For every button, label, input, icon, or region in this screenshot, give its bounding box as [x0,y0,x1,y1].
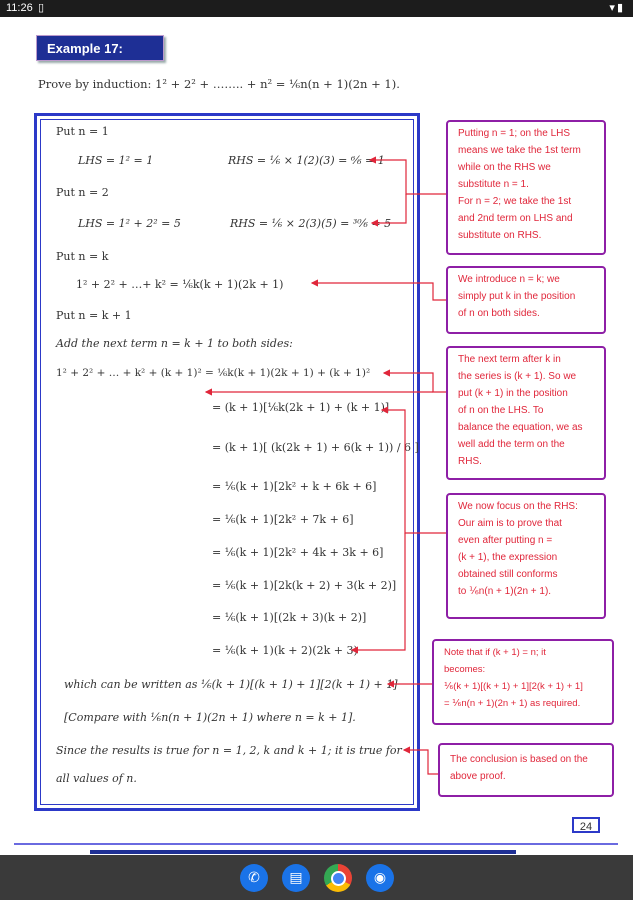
proof-compare: [Compare with ⅙n(n + 1)(2n + 1) where n = k + 1]. [64,711,356,724]
page-number: 24 [572,817,600,833]
proof-step7: = ⅙(k + 1)[2k(k + 2) + 3(k + 2)] [212,579,397,592]
note-line: = ⅙n(n + 1)(2n + 1) as required. [444,698,581,709]
note-line: balance the equation, we as [458,422,583,433]
proof-rhs2: RHS = ⅙ × 2(3)(5) = ³⁰⁄₆ = 5 [230,217,392,230]
proof-step9: = ⅙(k + 1)(k + 2)(2k + 3) [212,644,358,657]
note-line: put (k + 1) in the position [458,388,568,399]
proof-step5: = ⅙(k + 1)[2k² + 7k + 6] [212,513,354,526]
proof-put-nk1: Put n = k + 1 [56,309,132,322]
proof-step6: = ⅙(k + 1)[2k² + 4k + 3k + 6] [212,546,384,559]
note-line: The conclusion is based on the [450,754,588,765]
proof-put-nk: Put n = k [56,250,109,263]
note-line: Putting n = 1; on the LHS [458,128,571,139]
note-line: even after putting n = [458,535,553,546]
note-line: above proof. [450,771,506,782]
note-line: substitute on RHS. [458,230,542,241]
proof-rhs1: RHS = ⅙ × 1(2)(3) = ⁶⁄₆ = 1 [228,154,385,167]
note-line: of n on both sides. [458,308,540,319]
note-line: ⅙(k + 1)[(k + 1) + 1][2(k + 1) + 1] [444,681,583,692]
note-line: means we take the 1st term [458,145,581,156]
proof-lhs2: LHS = 1² + 2² = 5 [78,217,181,230]
phone-icon[interactable]: ✆ [240,864,268,892]
proof-step4: = ⅙(k + 1)[2k² + k + 6k + 6] [212,480,377,493]
note-substitute-n [432,639,614,725]
proof-lhs1: LHS = 1² = 1 [78,154,154,167]
footer-divider [14,843,618,845]
wifi-battery-icons: ▾▮ [609,2,625,14]
chrome-icon[interactable] [324,864,352,892]
note-line: substitute n = 1. [458,179,529,190]
messages-icon[interactable]: ▤ [282,864,310,892]
proof-sum-k: 1² + 2² + …+ k² = ⅙k(k + 1)(2k + 1) [76,278,284,291]
proof-add-next: Add the next term n = k + 1 to both sides: [56,337,293,350]
proof-step3: = (k + 1)[ (k(2k + 1) + 6(k + 1)) / 6 ] [212,441,419,454]
proof-step8: = ⅙(k + 1)[(2k + 3)(k + 2)] [212,611,367,624]
camera-icon[interactable]: ◉ [366,864,394,892]
note-line: of n on the LHS. To [458,405,544,416]
proof-put-n1: Put n = 1 [56,125,109,138]
note-next-term [446,346,606,480]
note-line: The next term after k in [458,354,561,365]
proof-conclusion-1: Since the results is true for n = 1, 2, k and k + 1; it is true for [56,744,402,757]
note-line: becomes: [444,664,486,675]
proof-conclusion-2: all values of n. [56,772,137,785]
status-time: 11:26 [6,2,33,14]
note-line: Our aim is to prove that [458,518,562,529]
proof-put-n2: Put n = 2 [56,186,109,199]
note-line: the series is (k + 1). So we [458,371,577,382]
note-line: to ⅙n(n + 1)(2n + 1). [458,586,552,597]
note-line: while on the RHS we [458,162,551,173]
note-focus-rhs [446,493,606,619]
note-line: simply put k in the position [458,291,576,302]
problem-statement: Prove by induction: 1² + 2² + …….. + n² = ⅙n(n + 1)(2n + 1). [38,77,400,91]
app-dock [0,855,633,900]
proof-written-as: which can be written as ⅙(k + 1)[(k + 1) + 1][2(k + 1) + 1] [64,678,398,691]
proof-step2: = (k + 1)[⅙k(2k + 1) + (k + 1)] [212,401,390,414]
note-base-cases [446,120,606,255]
note-line: We now focus on the RHS: [458,501,578,512]
example-title: Example 17: [36,35,164,61]
document-page[interactable] [0,17,633,855]
note-introduce-k [446,266,606,334]
note-line: For n = 2; we take the 1st [458,196,572,207]
note-line: Note that if (k + 1) = n; it [444,647,546,658]
sim-card-icon: ▯ [38,2,45,14]
note-line: We introduce n = k; we [458,274,560,285]
status-bar [0,0,633,17]
note-line: obtained still conforms [458,569,558,580]
note-line: and 2nd term on LHS and [458,213,573,224]
proof-step1: 1² + 2² + … + k² + (k + 1)² = ⅙k(k + 1)(2k + 1) + (k + 1)² [56,367,371,379]
note-line: (k + 1), the expression [458,552,558,563]
note-line: RHS. [458,456,482,467]
scroll-indicator[interactable] [90,850,516,854]
note-conclusion [438,743,614,797]
note-line: well add the term on the [458,439,565,450]
